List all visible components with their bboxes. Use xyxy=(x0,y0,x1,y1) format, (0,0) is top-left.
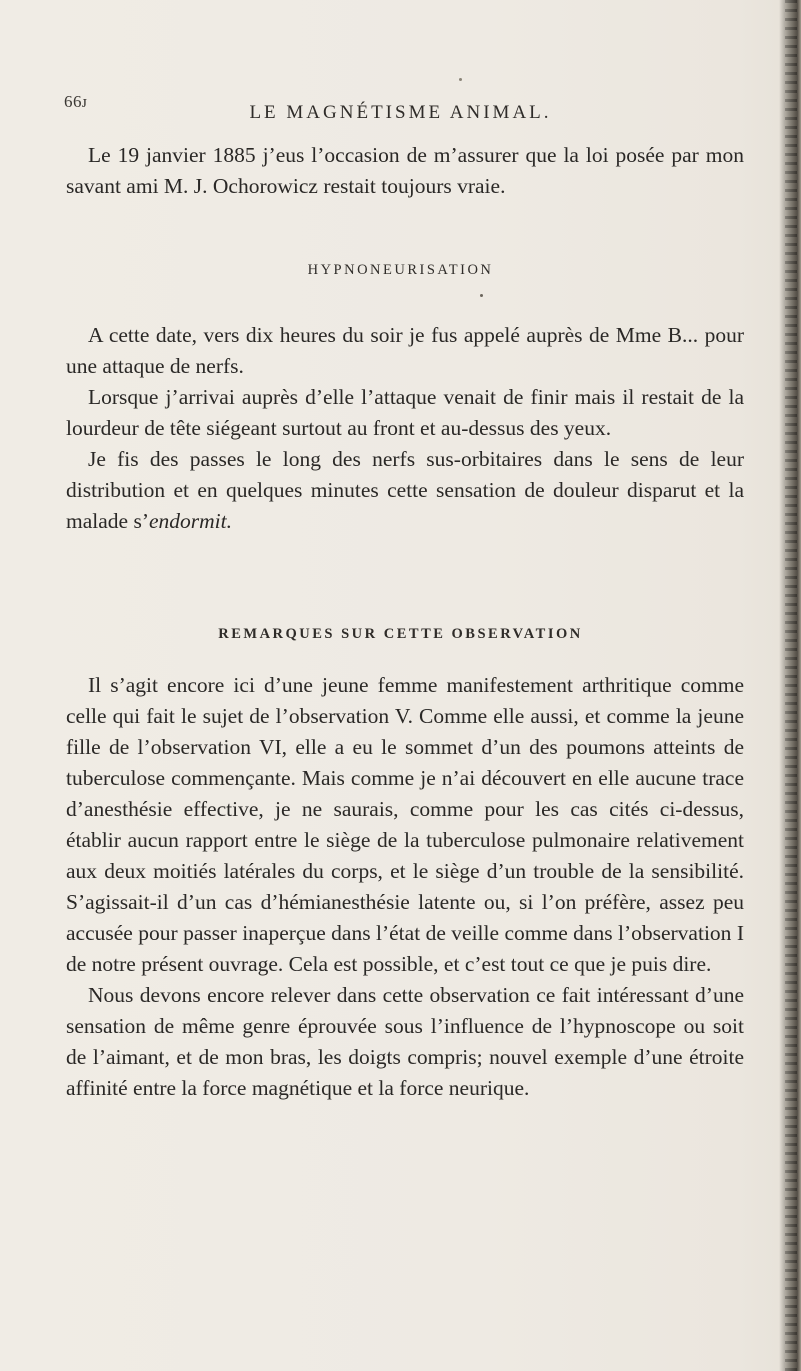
section1-body xyxy=(66,320,744,537)
italic-word: endormit. xyxy=(148,509,232,533)
section-heading-hypnoneurisation: HYPNONEURISATION xyxy=(307,262,494,278)
intro-paragraph: Le 19 janvier 1885 j’eus l’occasion de m’assurer que la loi posée par mon savant ami M. J. Ochorowicz restait toujours vraie. xyxy=(66,143,744,198)
section2-body xyxy=(66,670,744,1104)
ink-speck xyxy=(480,294,483,297)
intro-block xyxy=(66,140,744,202)
paragraph-1: A cette date, vers dix heures du soir je fus appelé auprès de Mme B... pour une attaque de nerfs. xyxy=(66,323,744,378)
paragraph-2: Lorsque j’arrivai auprès d’elle l’attaque venait de finir mais il restait de la lourdeur de tête siégeant surtout au front et au-dessus des yeux. xyxy=(66,385,744,440)
page-edge-texture xyxy=(785,0,797,1371)
section-heading-remarques: REMARQUES SUR CETTE OBSERVATION xyxy=(218,626,583,642)
paragraph-3-text: Je fis des passes le long des nerfs sus-orbitaires dans le sens de leur distribution et en quelques minutes cette sensation de douleur disparut et la malade s’ xyxy=(66,447,744,533)
running-head: LE MAGNÉTISME ANIMAL. xyxy=(249,102,552,123)
paragraph-3 xyxy=(66,444,744,537)
paragraph-5: Nous devons encore relever dans cette observation ce fait intéressant d’une sensation de même genre éprouvée sous l’influence de l’hypnoscope ou soit de l’aimant, et de mon bras, les doigts compris; nouvel exemple d’une étroite affinité entre la force magnétique et la force neurique. xyxy=(66,983,744,1100)
page-number: 66ᴊ xyxy=(64,92,88,111)
paragraph-4: Il s’agit encore ici d’une jeune femme manifestement arthritique comme celle qui fait le sujet de l’observation V. Comme elle aussi, et comme la jeune fille de l’observation VI, elle a eu le sommet d’un des poumons atteints de tuberculose commençante. Mais comme je n’ai découvert en elle aucune trace d’anesthésie effective, je ne saurais, comme pour les cas cités ci-dessus, établir aucun rapport entre le siège de la tuberculose pulmonaire relativement aux deux moitiés latérales du corps, et le siège d’un trouble de la sensibilité. S’agissait-il d’un cas d’hémianesthésie latente ou, si l’on préfère, assez peu accusée pour passer inaperçue dans l’état de veille comme dans l’observation I de notre présent ouvrage. Cela est possible, et c’est tout ce que je puis dire. xyxy=(66,673,744,976)
ink-speck xyxy=(459,78,462,81)
